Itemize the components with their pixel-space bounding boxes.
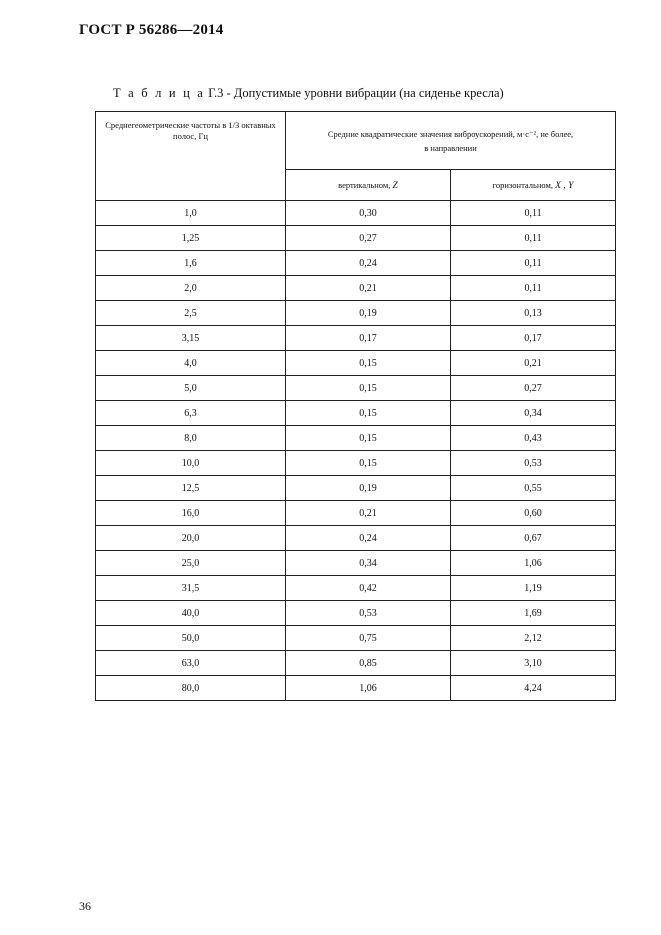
axis-xy: X , Y [555, 180, 574, 191]
cell-frequency: 25,0 [96, 551, 286, 576]
cell-horizontal: 0,53 [451, 451, 616, 476]
cell-horizontal: 1,06 [451, 551, 616, 576]
cell-frequency: 8,0 [96, 426, 286, 451]
cell-horizontal: 0,27 [451, 376, 616, 401]
cell-frequency: 40,0 [96, 601, 286, 626]
cell-vertical: 0,15 [286, 451, 451, 476]
cell-frequency: 63,0 [96, 651, 286, 676]
cell-frequency: 3,15 [96, 326, 286, 351]
cell-frequency: 12,5 [96, 476, 286, 501]
table-row [96, 251, 616, 276]
table-row [96, 426, 616, 451]
table-row [96, 376, 616, 401]
cell-vertical: 1,06 [286, 676, 451, 701]
axis-z: Z [392, 180, 398, 191]
cell-frequency: 80,0 [96, 676, 286, 701]
cell-frequency: 1,0 [96, 201, 286, 226]
table-row [96, 676, 616, 701]
cell-frequency: 20,0 [96, 526, 286, 551]
cell-frequency: 4,0 [96, 351, 286, 376]
table-row [96, 351, 616, 376]
table-row [96, 201, 616, 226]
cell-frequency: 31,5 [96, 576, 286, 601]
table-row [96, 276, 616, 301]
cell-horizontal: 0,11 [451, 226, 616, 251]
cell-horizontal: 0,34 [451, 401, 616, 426]
cell-vertical: 0,75 [286, 626, 451, 651]
cell-frequency: 1,6 [96, 251, 286, 276]
cell-vertical: 0,53 [286, 601, 451, 626]
cell-vertical: 0,21 [286, 276, 451, 301]
cell-frequency: 16,0 [96, 501, 286, 526]
cell-vertical: 0,17 [286, 326, 451, 351]
cell-horizontal: 0,11 [451, 201, 616, 226]
cell-vertical: 0,15 [286, 376, 451, 401]
cell-horizontal: 1,19 [451, 576, 616, 601]
table-row [96, 476, 616, 501]
cell-horizontal: 0,17 [451, 326, 616, 351]
table-caption [113, 86, 504, 101]
cell-horizontal: 2,12 [451, 626, 616, 651]
header-horizontal: горизонтальном, X , Y [451, 170, 616, 201]
cell-vertical: 0,30 [286, 201, 451, 226]
cell-horizontal: 3,10 [451, 651, 616, 676]
table-row [96, 401, 616, 426]
cell-horizontal: 0,11 [451, 276, 616, 301]
cell-horizontal: 0,55 [451, 476, 616, 501]
table-row [96, 451, 616, 476]
header-frequency: Среднегеометрические частоты в 1/3 октавных полос, Гц [96, 112, 286, 201]
cell-frequency: 50,0 [96, 626, 286, 651]
document-header: ГОСТ Р 56286—2014 [79, 22, 224, 38]
cell-vertical: 0,19 [286, 476, 451, 501]
cell-horizontal: 1,69 [451, 601, 616, 626]
cell-vertical: 0,42 [286, 576, 451, 601]
table-caption-text: Г.3 - Допустимые уровни вибрации (на сиденье кресла) [205, 86, 504, 100]
table-row [96, 501, 616, 526]
cell-vertical: 0,15 [286, 426, 451, 451]
vibration-table [95, 111, 616, 701]
cell-frequency: 10,0 [96, 451, 286, 476]
header-vertical: вертикальном, Z [286, 170, 451, 201]
table-body [96, 201, 616, 701]
cell-vertical: 0,24 [286, 526, 451, 551]
cell-vertical: 0,15 [286, 401, 451, 426]
table-row [96, 326, 616, 351]
table-caption-prefix: Т а б л и ц а [113, 86, 206, 100]
table-row [96, 626, 616, 651]
cell-frequency: 5,0 [96, 376, 286, 401]
cell-frequency: 2,0 [96, 276, 286, 301]
cell-frequency: 6,3 [96, 401, 286, 426]
cell-vertical: 0,21 [286, 501, 451, 526]
cell-horizontal: 0,43 [451, 426, 616, 451]
table-row [96, 526, 616, 551]
cell-vertical: 0,15 [286, 351, 451, 376]
table-row [96, 601, 616, 626]
table-row [96, 576, 616, 601]
cell-horizontal: 0,11 [451, 251, 616, 276]
header-acceleration-group [286, 112, 616, 170]
header-group-line2: в направлении [424, 142, 477, 153]
table-row [96, 301, 616, 326]
cell-vertical: 0,34 [286, 551, 451, 576]
cell-horizontal: 0,60 [451, 501, 616, 526]
cell-horizontal: 4,24 [451, 676, 616, 701]
cell-horizontal: 0,67 [451, 526, 616, 551]
cell-frequency: 1,25 [96, 226, 286, 251]
cell-horizontal: 0,13 [451, 301, 616, 326]
cell-vertical: 0,19 [286, 301, 451, 326]
table-row [96, 226, 616, 251]
header-group-line1: Средние квадратические значения виброускорений, м·с⁻², не более, [327, 128, 574, 139]
cell-frequency: 2,5 [96, 301, 286, 326]
page-number: 36 [79, 899, 91, 913]
cell-vertical: 0,85 [286, 651, 451, 676]
cell-horizontal: 0,21 [451, 351, 616, 376]
table-row [96, 551, 616, 576]
cell-vertical: 0,24 [286, 251, 451, 276]
table-row [96, 651, 616, 676]
cell-vertical: 0,27 [286, 226, 451, 251]
